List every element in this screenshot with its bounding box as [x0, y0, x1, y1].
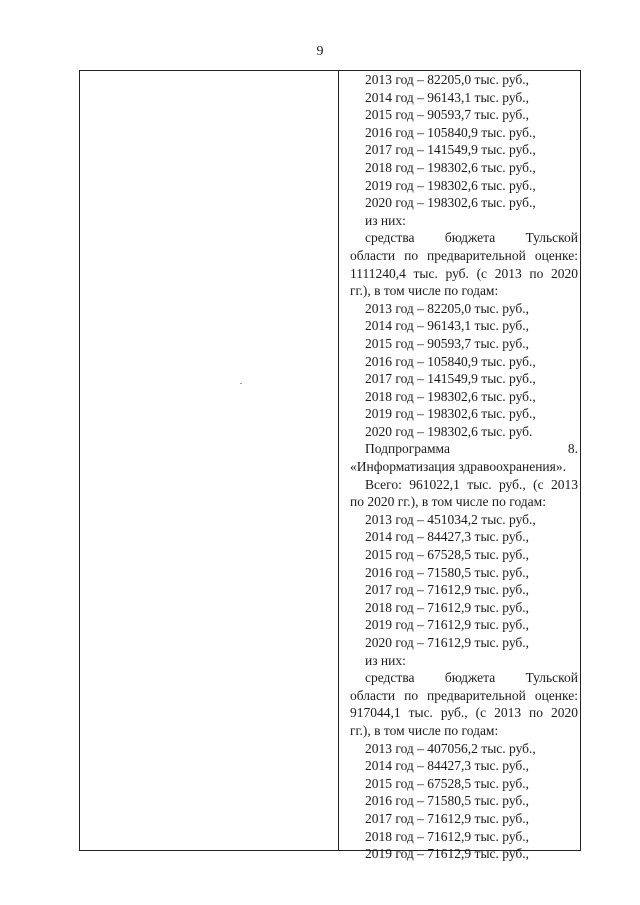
text-line: 2016 год – 71580,5 тыс. руб., — [365, 564, 530, 580]
text-line: 2015 год – 90593,7 тыс. руб., — [365, 107, 530, 123]
text-line: по 2020 гг.), в том числе по годам: — [350, 494, 546, 510]
text-line: 2014 год – 96143,1 тыс. руб., — [365, 89, 530, 105]
text-line: 2019 год – 71612,9 тыс. руб., — [365, 617, 530, 633]
text-line: 2016 год – 105840,9 тыс. руб., — [365, 124, 536, 140]
text-line: 2017 год – 71612,9 тыс. руб., — [365, 582, 530, 598]
text-line: 2017 год – 141549,9 тыс. руб., — [365, 142, 536, 158]
text-line: 2013 год – 82205,0 тыс. руб., — [365, 72, 530, 87]
text-line: 2020 год – 198302,6 тыс. руб., — [365, 195, 536, 211]
text-line: 2016 год – 105840,9 тыс. руб., — [365, 353, 536, 369]
text-line: 2014 год – 84427,3 тыс. руб., — [365, 758, 530, 774]
funding-text-lines — [339, 71, 578, 863]
text-line: 2015 год – 67528,5 тыс. руб., — [365, 547, 530, 563]
text-line: 2018 год – 198302,6 тыс. руб., — [365, 388, 536, 404]
text-line: 2020 год – 198302,6 тыс. руб. — [365, 423, 533, 439]
document-table — [79, 70, 581, 862]
text-line: 2013 год – 407056,2 тыс. руб., — [365, 740, 536, 756]
text-line: гг.), в том числе по годам: — [350, 283, 499, 299]
text-line: 1111240,4 тыс. руб. (с 2013 по 2020 — [350, 265, 578, 281]
text-line: 2017 год – 71612,9 тыс. руб., — [365, 810, 530, 826]
text-line: гг.), в том числе по годам: — [350, 722, 499, 738]
text-line: 2019 год – 198302,6 тыс. руб., — [365, 177, 536, 193]
text-line: 2017 год – 141549,9 тыс. руб., — [365, 371, 536, 387]
text-line: 2019 год – 71612,9 тыс. руб., — [365, 846, 530, 862]
text-line: 2019 год – 198302,6 тыс. руб., — [365, 406, 536, 422]
table-right-column — [339, 71, 582, 862]
text-line: 2020 год – 71612,9 тыс. руб., — [365, 635, 530, 650]
text-line: 2018 год – 71612,9 тыс. руб., — [365, 599, 530, 615]
text-line: средства бюджета Тульской — [365, 670, 578, 686]
scan-speck — [240, 383, 242, 384]
text-line: 2015 год – 67528,5 тыс. руб., — [365, 775, 530, 791]
text-line: «Информатизация здравоохранения». — [350, 459, 566, 475]
text-line: области по предварительной оценке: — [350, 687, 578, 703]
text-line: из них: — [365, 652, 406, 668]
text-line: 2014 год – 96143,1 тыс. руб., — [365, 318, 530, 334]
page-number: 9 — [316, 44, 324, 59]
text-line: Всего: 961022,1 тыс. руб., (с 2013 — [365, 476, 578, 492]
text-line: 2018 год – 71612,9 тыс. руб., — [365, 828, 530, 844]
text-line: 2013 год – 451034,2 тыс. руб., — [365, 511, 536, 527]
text-line: Подпрограмма 8. — [365, 441, 578, 457]
text-line: 2015 год – 90593,7 тыс. руб., — [365, 335, 530, 351]
text-line: 2018 год – 198302,6 тыс. руб., — [365, 159, 536, 175]
text-line: области по предварительной оценке: — [350, 247, 578, 263]
text-line: 2014 год – 84427,3 тыс. руб., — [365, 529, 530, 545]
table-left-column — [80, 71, 339, 850]
text-line: из них: — [365, 212, 406, 228]
text-line: 2016 год – 71580,5 тыс. руб., — [365, 793, 530, 809]
text-line: средства бюджета Тульской — [365, 230, 578, 246]
text-line: 2013 год – 82205,0 тыс. руб., — [365, 300, 530, 316]
text-line: 917044,1 тыс. руб., (с 2013 по 2020 — [350, 705, 578, 721]
